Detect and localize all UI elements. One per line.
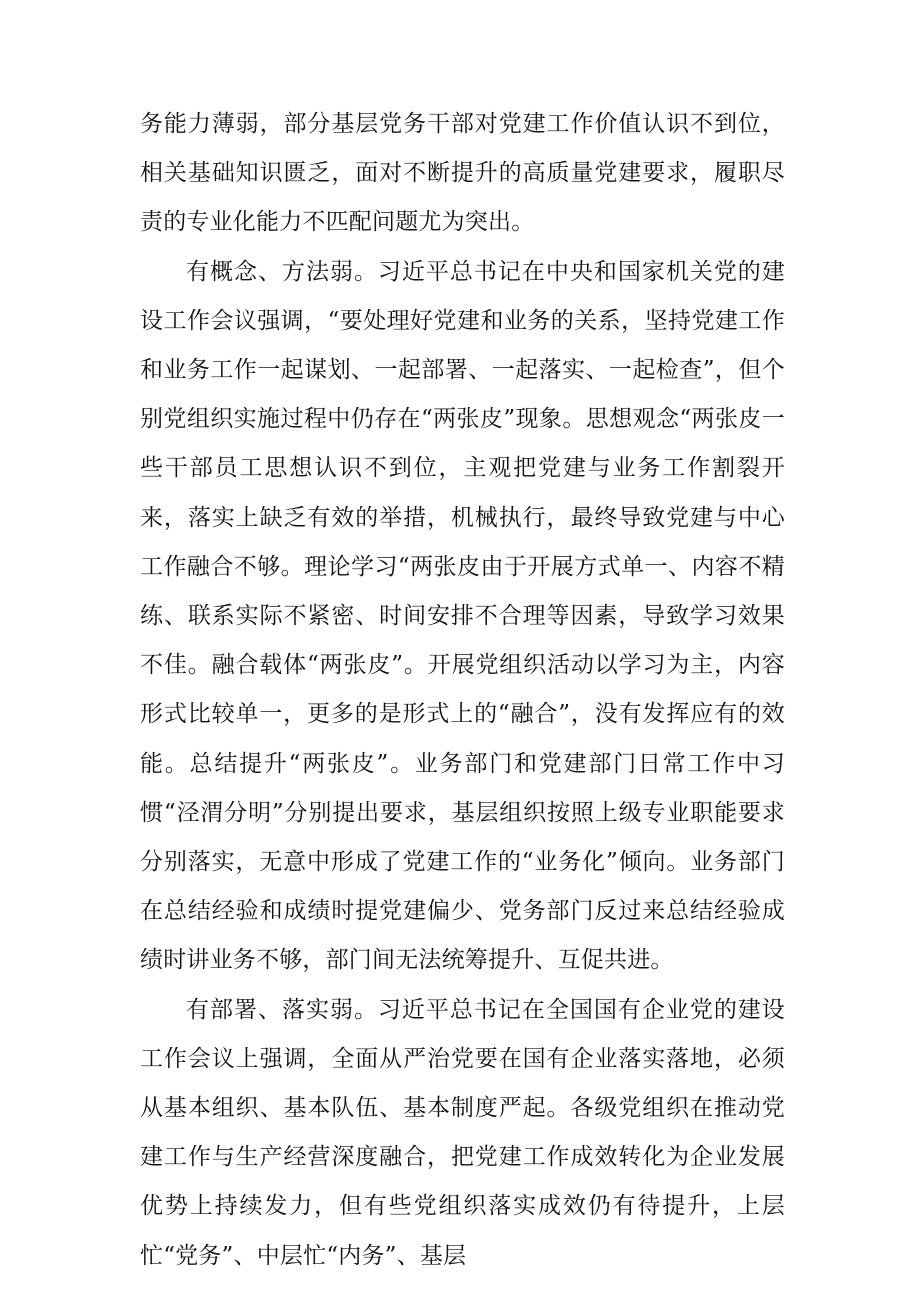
paragraph-2: 有概念、方法弱。习近平总书记在中央和国家机关党的建设工作会议强调，“要处理好党建和业务的关系，坚持党建工作和业务工作一起谋划、一起部署、一起落实、一起检查”，但个别党组织实施过程中仍存在“两张皮”现象。思想观念“两张皮一些干部员工思想认识不到位，主观把党建与业务工作割裂开来，落实上缺乏有效的举措，机械执行，最终导致党建与中心工作融合不够。理论学习“两张皮由于开展方式单一、内容不精练、联系实际不紧密、时间安排不合理等因素，导致学习效果不佳。融合载体“两张皮”。开展党组织活动以学习为主，内容形式比较单一，更多的是形式上的“融合”，没有发挥应有的效能。总结提升“两张皮”。业务部门和党建部门日常工作中习惯“泾渭分明”分别提出要求，基层组织按照上级专业职能要求分别落实，无意中形成了党建工作的“业务化”倾向。业务部门在总结经验和成绩时提党建偏少、党务部门反过来总结经验成绩时讲业务不够，部门间无法统筹提升、互促共进。 [140, 258, 785, 974]
paragraph-3: 有部署、落实弱。习近平总书记在全国国有企业党的建设工作会议上强调，全面从严治党要在国有企业落实落地，必须从基本组织、基本队伍、基本制度严起。各级党组织在推动党建工作与生产经营深度融合，把党建工作成效转化为企业发展优势上持续发力，但有些党组织落实成效仍有待提升，上层忙“党务”、中层忙“内务”、基层 [140, 996, 785, 1269]
document-body [140, 100, 785, 1281]
paragraph-1: 务能力薄弱，部分基层党务干部对党建工作价值认识不到位，相关基础知识匮乏，面对不断提升的高质量党建要求，履职尽责的专业化能力不匹配问题尤为突出。 [140, 111, 785, 236]
